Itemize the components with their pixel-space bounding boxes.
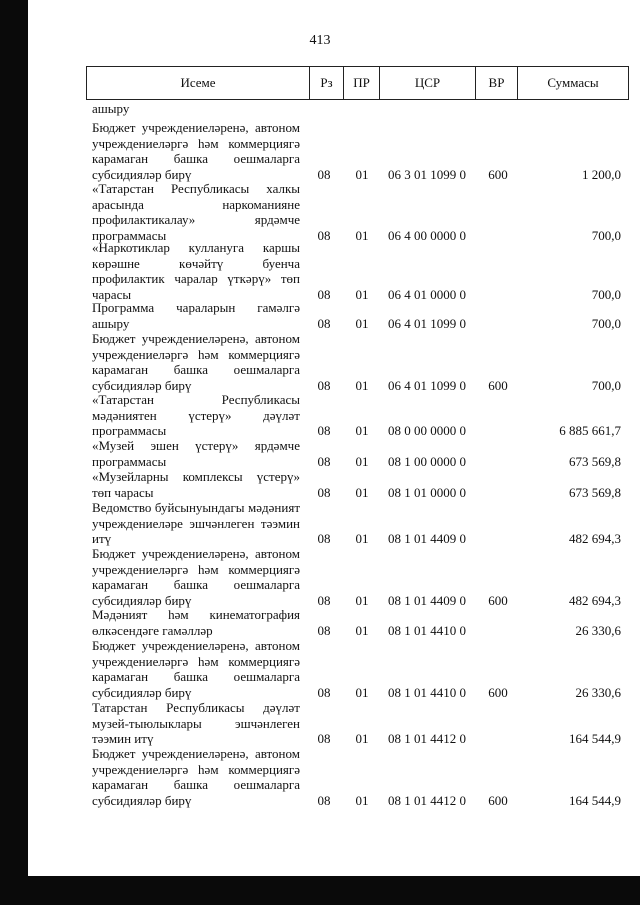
row-name-line: субсидияләр бирү — [92, 792, 192, 808]
row-rz: 08 — [317, 453, 331, 469]
row-sum: 673 569,8 — [569, 484, 621, 500]
row-name-line: «Татарстан Республикасы халкы — [92, 181, 300, 196]
row-name-line: өлкәсендәге гамәлләр — [92, 622, 213, 638]
row-name — [92, 746, 300, 808]
row-name-line: профилактик чаралар үткәрү» төп — [92, 271, 300, 286]
header-pr: ПР — [343, 67, 379, 99]
row-name-line: карамаган башка оешмаларга — [92, 577, 300, 592]
header-sum: Суммасы — [517, 67, 628, 99]
row-name — [92, 181, 300, 243]
row-sum: 700,0 — [591, 315, 621, 331]
row-name — [92, 392, 300, 439]
row-name — [92, 120, 300, 182]
row-sum: 164 544,9 — [569, 731, 621, 746]
row-csr: 08 1 01 4412 0 — [388, 731, 466, 746]
row-pr: 01 — [355, 377, 369, 393]
header-name: Исеме — [180, 75, 216, 90]
row-name-line: карамаган башка оешмаларга — [92, 669, 300, 684]
row-name-line: учреждениеләргә һәм коммерциягә — [92, 135, 300, 151]
row-name-line: Бюджет учреждениеләренә, автоном — [92, 546, 300, 561]
row-name-line: итү — [92, 531, 112, 546]
row-name — [92, 607, 300, 638]
row-csr: 08 1 00 0000 0 — [388, 453, 466, 469]
row-name — [92, 500, 300, 547]
row-csr: 06 4 01 0000 0 — [388, 286, 466, 302]
row-name-line: көрәшне көчәйтү буенча — [92, 255, 300, 271]
row-name — [92, 300, 300, 331]
row-pr: 01 — [355, 484, 369, 500]
row-name-line: Бюджет учреждениеләренә, автоном — [92, 746, 300, 761]
row-csr: 06 4 01 1099 0 — [388, 315, 466, 331]
row-name-line: Бюджет учреждениеләренә, автоном — [92, 120, 300, 135]
row-pr: 01 — [355, 423, 369, 438]
header-csr: ЦСР — [379, 67, 475, 99]
row-rz: 08 — [317, 227, 331, 243]
row-name-line: «Татарстан Республикасы — [92, 392, 300, 407]
row-pr: 01 — [355, 531, 369, 546]
row-name-line: «Наркотиклар куллануга каршы — [92, 240, 300, 255]
row-rz: 08 — [317, 684, 331, 700]
row-rz: 08 — [317, 792, 331, 808]
row-name-line: музей-тыюлыклары эшчәнлеген — [92, 715, 300, 731]
row-csr: 06 3 01 1099 0 — [388, 166, 466, 182]
row-sum: 482 694,3 — [569, 592, 621, 608]
row-name-line: учреждениеләргә һәм коммерциягә — [92, 346, 300, 362]
row-csr: 08 1 01 4410 0 — [388, 622, 466, 638]
row-csr: 06 4 01 1099 0 — [388, 377, 466, 393]
row-name-line: Программа чараларын гамәлгә — [92, 300, 300, 315]
row-name-line: субсидияләр бирү — [92, 592, 192, 608]
row-pr: 01 — [355, 453, 369, 469]
row-name-line: Ведомство буйсынуындагы мәдәният — [92, 500, 300, 515]
row-name-line: мәдәниятен үстерү» дәүләт — [92, 407, 300, 423]
row-sum: 6 885 661,7 — [559, 423, 621, 438]
row-name-line: программасы — [92, 227, 167, 243]
row-csr: 08 0 00 0000 0 — [388, 423, 466, 438]
row-name — [92, 240, 300, 302]
row-csr: 06 4 00 0000 0 — [388, 227, 466, 243]
row-pr: 01 — [355, 622, 369, 638]
row-name — [92, 700, 300, 747]
scan-left-border — [0, 0, 28, 905]
row-rz: 08 — [317, 286, 331, 302]
row-sum: 164 544,9 — [569, 792, 621, 808]
row-pr: 01 — [355, 592, 369, 608]
row-name-line: ашыру — [92, 315, 130, 331]
row-vr: 600 — [488, 592, 508, 608]
row-name-line: учреждениеләргә һәм коммерциягә — [92, 761, 300, 777]
row-pr: 01 — [355, 166, 369, 182]
row-csr: 08 1 01 0000 0 — [388, 484, 466, 500]
row-csr: 08 1 01 4412 0 — [388, 792, 466, 808]
table-header — [86, 66, 629, 100]
row-sum: 26 330,6 — [575, 684, 621, 700]
row-vr: 600 — [488, 166, 508, 182]
page-number: 413 — [309, 33, 331, 48]
row-csr: 08 1 01 4409 0 — [388, 531, 466, 546]
row-pr: 01 — [355, 286, 369, 302]
row-pr: 01 — [355, 227, 369, 243]
row-name-line: программасы — [92, 453, 167, 469]
row-name-line: Бюджет учреждениеләренә, автоном — [92, 331, 300, 346]
row-csr: 08 1 01 4409 0 — [388, 592, 466, 608]
row-name-line: карамаган башка оешмаларга — [92, 151, 300, 166]
row-rz: 08 — [317, 622, 331, 638]
row-name-line: Бюджет учреждениеләренә, автоном — [92, 638, 300, 653]
row-vr: 600 — [488, 684, 508, 700]
row-name-line: карамаган башка оешмаларга — [92, 777, 300, 792]
row-sum: 700,0 — [591, 286, 621, 302]
row-name-line: карамаган башка оешмаларга — [92, 362, 300, 377]
row-pr: 01 — [355, 731, 369, 746]
row-sum: 673 569,8 — [569, 453, 621, 469]
row-sum: 1 200,0 — [582, 166, 621, 182]
row-rz: 08 — [317, 531, 331, 546]
row-pr: 01 — [355, 684, 369, 700]
row-name — [92, 101, 300, 117]
row-rz: 08 — [317, 377, 331, 393]
row-rz: 08 — [317, 315, 331, 331]
row-name-line: учреждениеләргә һәм коммерциягә — [92, 561, 300, 577]
row-pr: 01 — [355, 315, 369, 331]
row-name-line: «Музейларны комплексы үстерү» — [92, 469, 300, 484]
row-sum: 482 694,3 — [569, 531, 621, 546]
row-rz: 08 — [317, 484, 331, 500]
header-rz: Рз — [309, 67, 343, 99]
row-name — [92, 469, 300, 500]
row-sum: 700,0 — [591, 377, 621, 393]
row-name — [92, 331, 300, 393]
row-name-line: субсидияләр бирү — [92, 377, 192, 393]
row-name-line: субсидияләр бирү — [92, 684, 192, 700]
row-name-line: «Музей эшен үстерү» ярдәмче — [92, 438, 300, 453]
row-name — [92, 546, 300, 608]
row-name-line: тәэмин итү — [92, 731, 154, 746]
row-rz: 08 — [317, 166, 331, 182]
row-name — [92, 638, 300, 700]
row-name-line: чарасы — [92, 286, 132, 302]
row-rz: 08 — [317, 731, 331, 746]
row-vr: 600 — [488, 377, 508, 393]
scan-bottom-border — [0, 876, 640, 905]
row-name-line: профилактикалау» ярдәмче — [92, 212, 300, 227]
row-name-line: учреждениеләре эшчәнлеген тәэмин — [92, 515, 300, 531]
row-name-line: арасында наркоманияне — [92, 196, 300, 212]
row-name-line: Татарстан Республикасы дәүләт — [92, 700, 300, 715]
row-rz: 08 — [317, 423, 331, 438]
row-name-line: учреждениеләргә һәм коммерциягә — [92, 653, 300, 669]
row-vr: 600 — [488, 792, 508, 808]
row-sum: 700,0 — [591, 227, 621, 243]
row-rz: 08 — [317, 592, 331, 608]
row-pr: 01 — [355, 792, 369, 808]
row-sum: 26 330,6 — [575, 622, 621, 638]
row-name-line: төп чарасы — [92, 484, 154, 500]
row-name-line: Мәдәният һәм кинематография — [92, 607, 300, 622]
header-vr: ВР — [475, 67, 517, 99]
row-name-line: ашыру — [92, 101, 130, 116]
row-name-line: программасы — [92, 423, 167, 438]
row-name-line: субсидияләр бирү — [92, 166, 192, 182]
row-csr: 08 1 01 4410 0 — [388, 684, 466, 700]
row-name — [92, 438, 300, 469]
